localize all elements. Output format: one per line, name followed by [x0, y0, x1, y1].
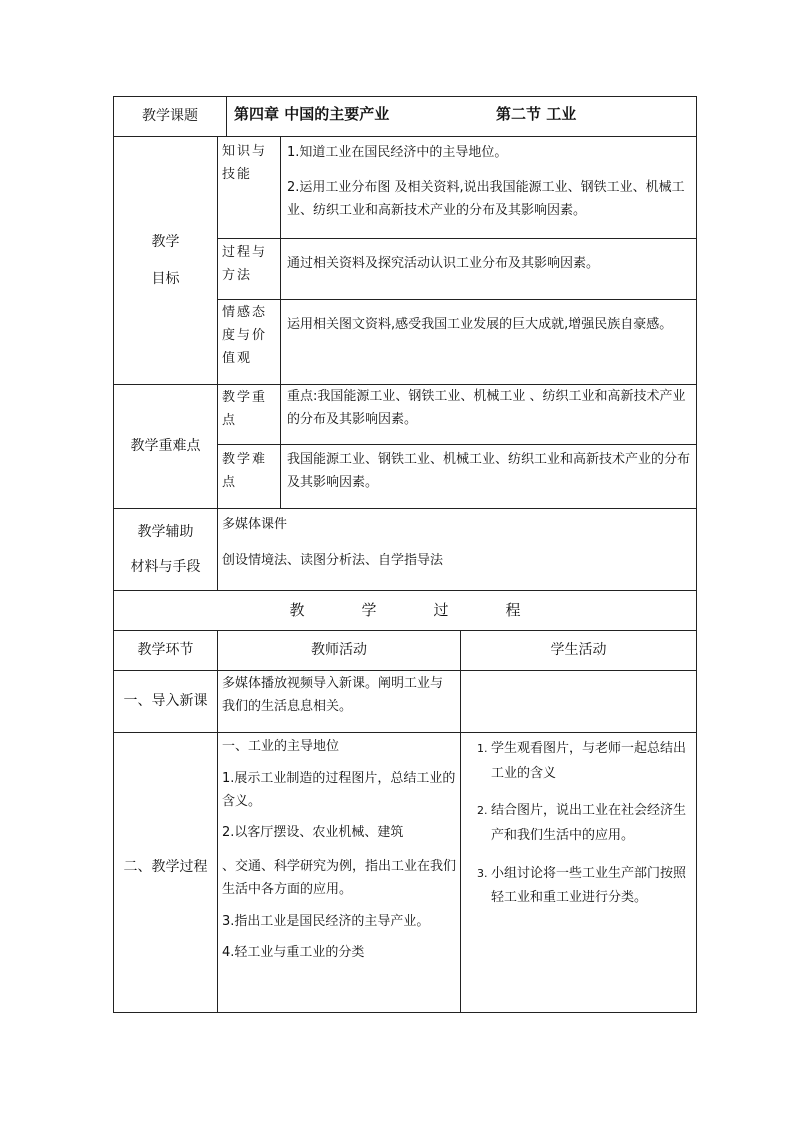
column-header-student-text: 学生活动	[550, 641, 607, 658]
stage-main-name-text: 二、教学过程	[123, 858, 208, 875]
process-header-char-3: 过	[433, 600, 449, 619]
teacher-step-4: 4.轻工业与重工业的分类	[222, 945, 365, 961]
process-header	[114, 591, 696, 630]
student-activity-3: 3. 小组讨论将一些工业生产部门按照轻工业和重工业进行分类。	[491, 862, 691, 911]
stage-intro-name	[114, 671, 217, 732]
teacher-step-1: 1.展示工业制造的过程图片，总结工业的含义。	[222, 770, 456, 809]
process-header-char-2: 学	[361, 600, 377, 619]
teacher-step-2: 2.以客厅摆设、农业机械、建筑	[222, 825, 404, 841]
teacher-step-3: 3.指出工业是国民经济的主导产业。	[222, 913, 430, 929]
objective-process-label: 过程与方法	[222, 245, 268, 284]
stage-main-teacher	[222, 736, 456, 974]
stage-main-student	[465, 737, 691, 924]
column-header-student	[461, 631, 696, 670]
objective-attitude-content: 运用相关图文资料,感受我国工业发展的巨大成就,增强民族自豪感。	[287, 317, 673, 332]
column-header-stage	[114, 631, 217, 670]
objective-knowledge-line-1: 1.知道工业在国民经济中的主导地位。	[287, 145, 508, 160]
process-header-char-4: 程	[505, 600, 521, 619]
lesson-title-label	[114, 97, 226, 136]
stage-main-name	[114, 733, 217, 1012]
lesson-section: 第二节 工业	[496, 105, 577, 123]
key-focus-label: 教学重点	[222, 390, 268, 429]
materials-line-2: 创设情境法、读图分析法、自学指导法	[222, 553, 444, 568]
stage-intro-name-text: 一、导入新课	[123, 692, 208, 709]
student-activity-list	[465, 737, 691, 911]
border-right	[696, 96, 697, 1013]
key-points-label	[114, 385, 217, 508]
lesson-chapter: 第四章 中国的主要产业	[234, 105, 390, 123]
objective-knowledge-label: 知识与技能	[222, 144, 268, 183]
objective-knowledge-content	[287, 142, 692, 231]
hline-2	[217, 238, 697, 239]
student-activity-1: 1. 学生观看图片，与老师一起总结出工业的含义	[491, 737, 691, 786]
vline-stage	[217, 630, 218, 1013]
objectives-label-line2: 目标	[151, 270, 180, 287]
objectives-label-line1: 教学	[151, 234, 180, 251]
column-header-stage-text: 教学环节	[137, 641, 194, 658]
key-difficulty-content: 我国能源工业、钢铁工业、机械工业、纺织工业和高新技术产业的分布及其影响因素。	[287, 452, 691, 490]
hline-3	[217, 299, 697, 300]
hline-5	[217, 444, 697, 445]
teacher-step-heading: 一、工业的主导地位	[222, 739, 340, 754]
lesson-title-label-text: 教学课题	[142, 107, 198, 124]
vline-title	[226, 96, 227, 136]
key-points-label-text: 教学重难点	[130, 437, 201, 454]
materials-line-1: 多媒体课件	[222, 517, 288, 532]
vline-sublabel	[280, 136, 281, 508]
key-focus-content: 重点:我国能源工业、钢铁工业、机械工业 、纺织工业和高新技术产业的分布及其影响因素。	[287, 389, 686, 427]
teacher-step-2-cont: 、交通、科学研究为例，指出工业在我们生活中各方面的应用。	[222, 859, 457, 897]
student-activity-2: 2. 结合图片，说出工业在社会经济生产和我们生活中的应用。	[491, 799, 691, 848]
objective-process-content: 通过相关资料及探究活动认识工业分布及其影响因素。	[287, 256, 600, 271]
column-header-teacher	[218, 631, 460, 670]
process-header-char-1: 教	[289, 600, 305, 619]
objective-attitude-label: 情感态度与价值观	[222, 305, 268, 366]
objectives-label	[114, 137, 217, 384]
vline-label	[217, 136, 218, 590]
materials-label	[114, 509, 217, 590]
vline-teacher	[460, 630, 461, 1013]
materials-label-line2: 材料与手段	[130, 558, 201, 575]
stage-intro-teacher: 多媒体播放视频导入新课。阐明工业与我们的生活息息相关。	[222, 676, 444, 714]
key-difficulty-label: 教学难点	[222, 452, 268, 491]
materials-label-line1: 教学辅助	[137, 523, 194, 540]
border-bottom	[113, 1012, 697, 1013]
column-header-teacher-text: 教师活动	[311, 641, 367, 658]
objective-knowledge-line-2: 2.运用工业分布图 及相关资料,说出我国能源工业、钢铁工业、机械工业、纺织工业和高新技术产业的分布及其影响因素。	[287, 179, 685, 218]
